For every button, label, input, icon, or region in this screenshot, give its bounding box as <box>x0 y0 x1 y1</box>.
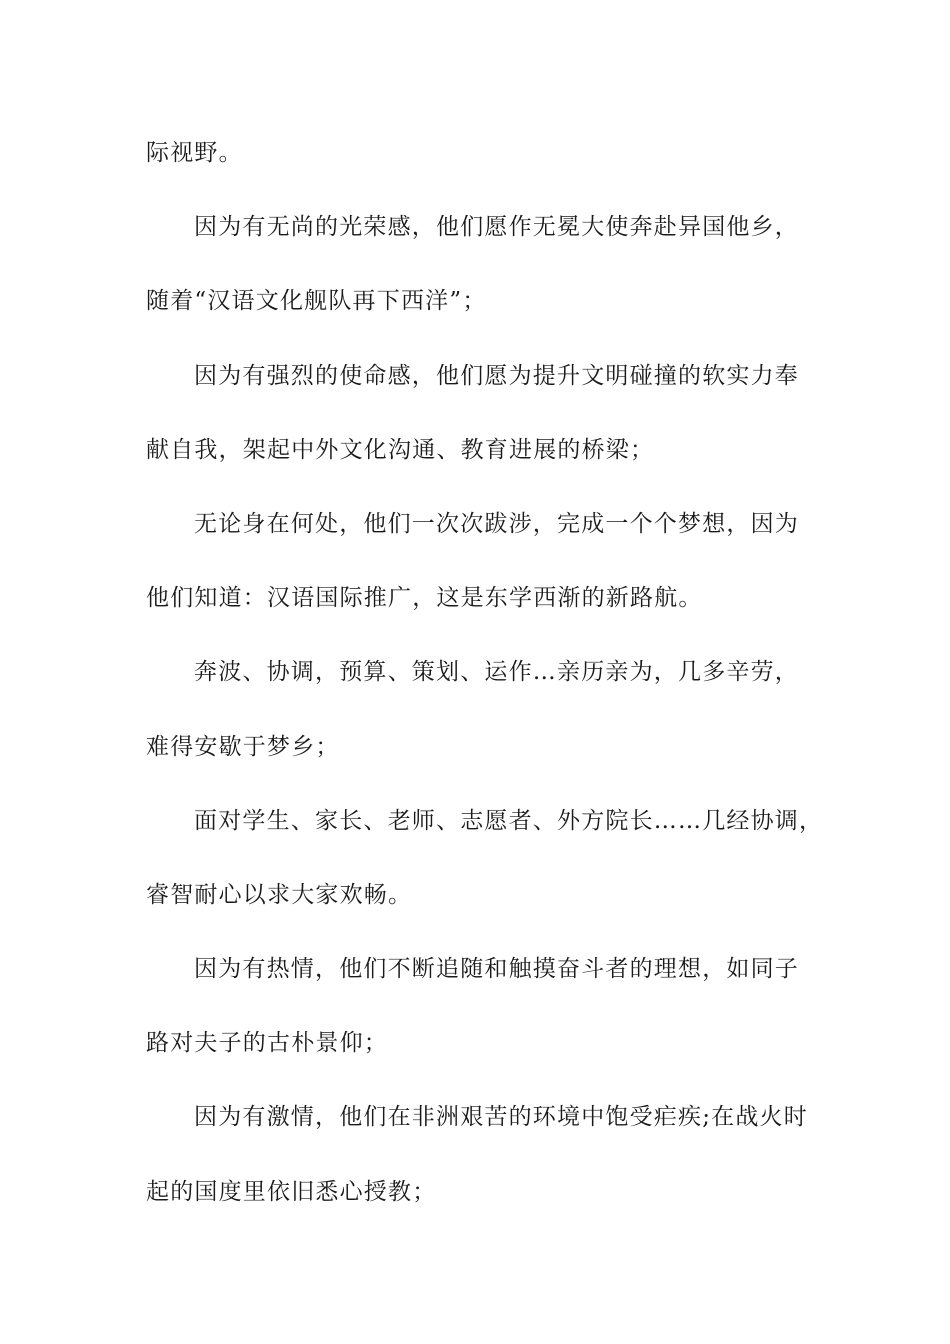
text-line-7: 他们知道：汉语国际推广，这是东学西渐的新路航。 <box>146 585 703 612</box>
text-line-2: 因为有无尚的光荣感，他们愿作无冕大使奔赴异国他乡， <box>194 214 799 241</box>
text-line-11: 睿智耐心以求大家欢畅。 <box>146 881 413 908</box>
text-line-13: 路对夫子的古朴景仰； <box>146 1030 388 1057</box>
text-line-3: 随着“汉语文化舰队再下西洋”； <box>146 288 487 315</box>
text-line-10: 面对学生、家长、老师、志愿者、外方院长……几经协调， <box>194 807 824 834</box>
text-line-9: 难得安歇于梦乡； <box>146 733 340 760</box>
document-body <box>146 124 824 1237</box>
text-line-1: 际视野。 <box>146 140 243 166</box>
text-line-14: 因为有激情，他们在非洲艰苦的环境中饱受疟疾;在战火时 <box>194 1104 808 1131</box>
text-line-8: 奔波、协调，预算、策划、运作…亲历亲为，几多辛劳， <box>194 659 799 686</box>
text-line-5: 献自我，架起中外文化沟通、教育进展的桥梁； <box>146 436 655 463</box>
text-line-15: 起的国度里依旧悉心授教； <box>146 1178 437 1205</box>
text-line-12: 因为有热情，他们不断追随和触摸奋斗者的理想，如同子 <box>194 956 799 983</box>
text-line-6: 无论身在何处，他们一次次跋涉，完成一个个梦想，因为 <box>194 510 799 537</box>
text-line-4: 因为有强烈的使命感，他们愿为提升文明碰撞的软实力奉 <box>194 362 799 389</box>
